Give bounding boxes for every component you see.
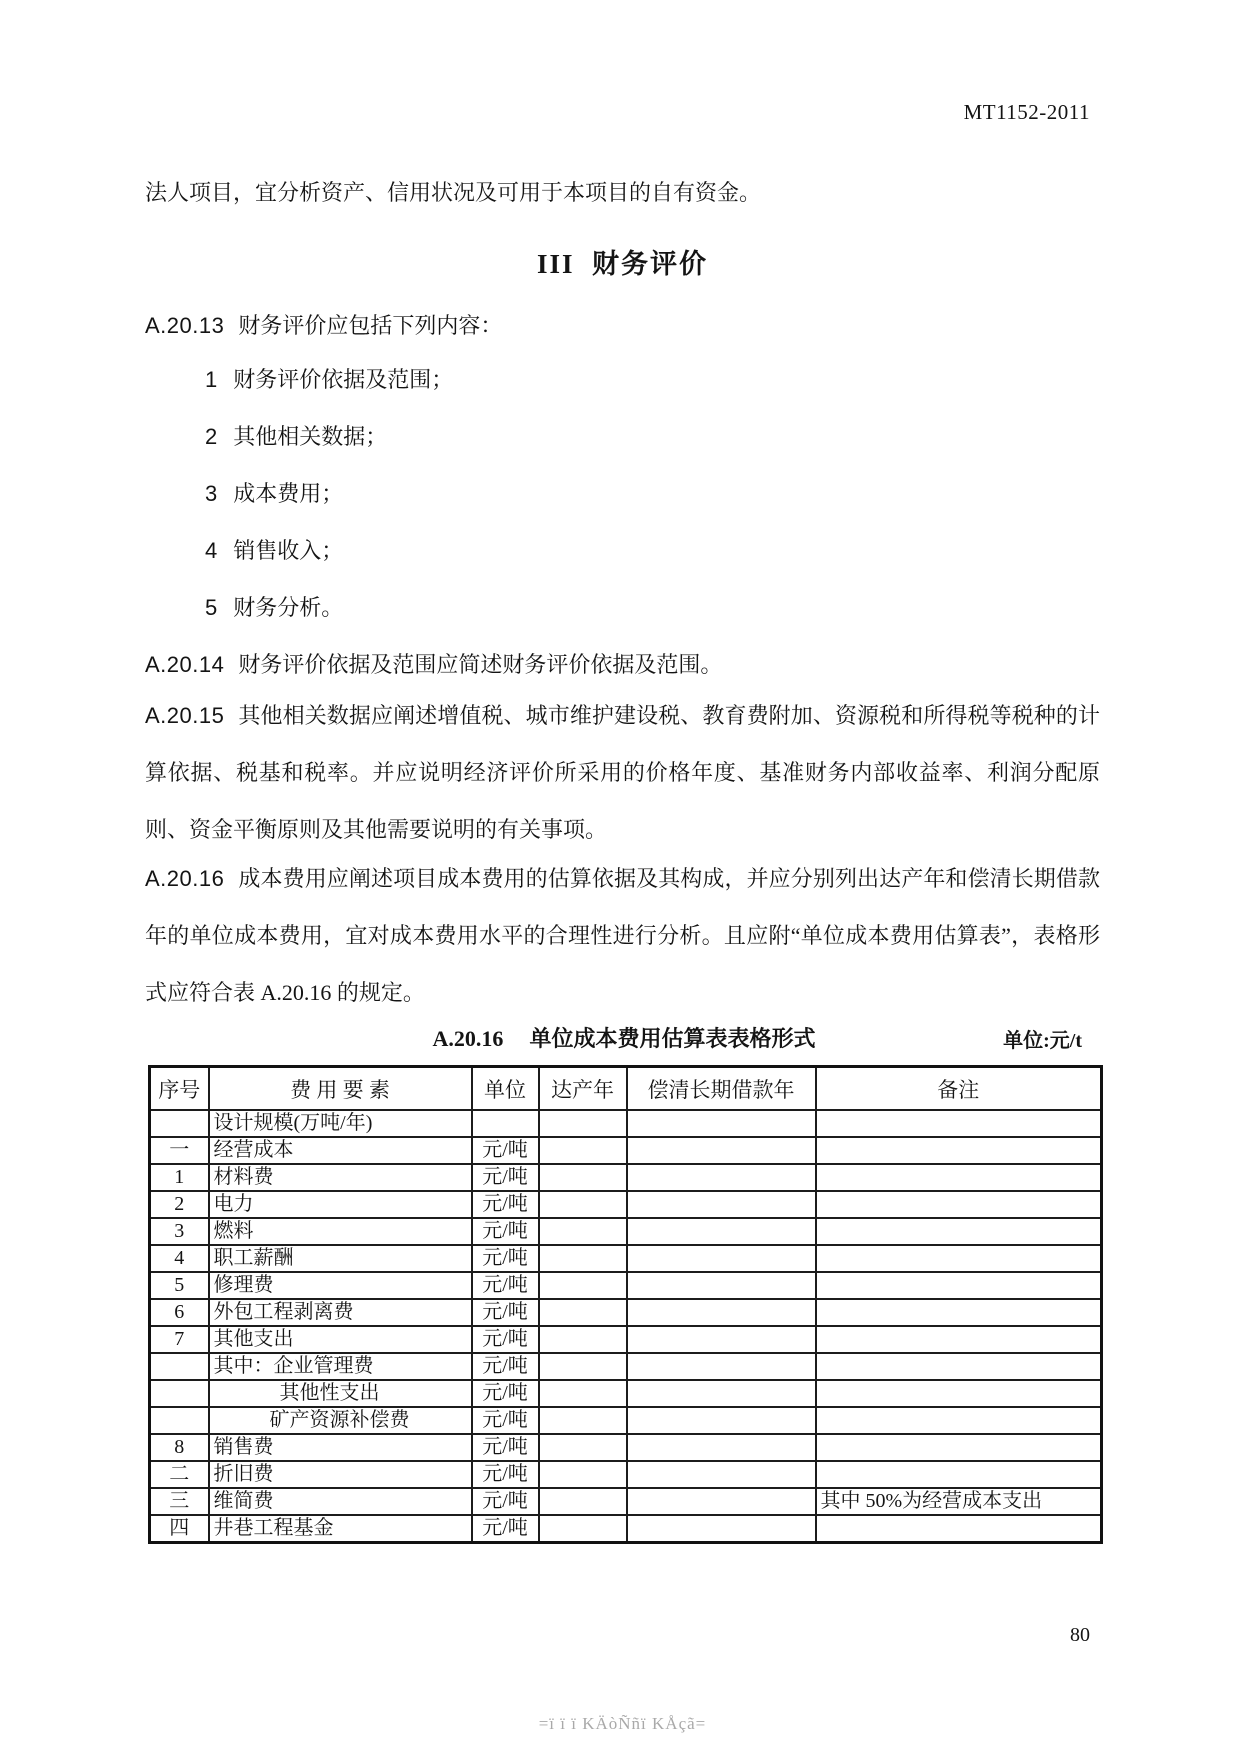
table-row [150, 1191, 1102, 1218]
table-cell-note [816, 1272, 1102, 1299]
table-cell-year-full-production [539, 1191, 627, 1218]
table-row [150, 1164, 1102, 1191]
item-number: 3 [205, 481, 218, 506]
table-cell-unit: 元/吨 [472, 1218, 539, 1245]
table-cell-year-loan-repaid [627, 1272, 816, 1299]
table-cell-year-loan-repaid [627, 1218, 816, 1245]
watermark: =ï ï ï KÄòÑñï KÅçã= [538, 1714, 707, 1733]
table-cell-note [816, 1515, 1102, 1543]
table-cell-item: 折旧费 [209, 1461, 472, 1488]
list-item [205, 408, 1100, 465]
table-row [150, 1461, 1102, 1488]
table-row [150, 1218, 1102, 1245]
table-cell-item: 维简费 [209, 1488, 472, 1515]
table-caption [148, 1024, 1100, 1054]
item-number: 2 [205, 424, 218, 449]
table-cell-item: 矿产资源补偿费 [209, 1407, 472, 1434]
table-cell-year-full-production [539, 1407, 627, 1434]
table-cell-unit: 元/吨 [472, 1272, 539, 1299]
table-cell-item: 设计规模(万吨/年) [209, 1110, 472, 1137]
table-cell-year-loan-repaid [627, 1434, 816, 1461]
column-header: 费 用 要 素 [209, 1067, 472, 1111]
page-number: 80 [1070, 1624, 1090, 1646]
table-cell-unit: 元/吨 [472, 1326, 539, 1353]
table-cell-item: 外包工程剥离费 [209, 1299, 472, 1326]
clause-number: A.20.13 [145, 313, 225, 338]
table-cell-year-full-production [539, 1488, 627, 1515]
column-header: 偿清长期借款年 [627, 1067, 816, 1111]
table-cell-unit: 元/吨 [472, 1299, 539, 1326]
table-cell-no [150, 1353, 209, 1380]
item-number: 4 [205, 538, 218, 563]
table-cell-year-full-production [539, 1461, 627, 1488]
table-cell-year-full-production [539, 1380, 627, 1407]
table-cell-year-full-production [539, 1326, 627, 1353]
table-cell-year-loan-repaid [627, 1461, 816, 1488]
table-row [150, 1326, 1102, 1353]
list-item [205, 465, 1100, 522]
table-cell-year-loan-repaid [627, 1407, 816, 1434]
table-cell-item: 职工薪酬 [209, 1245, 472, 1272]
table-cell-year-full-production [539, 1137, 627, 1164]
table-cell-item: 其他性支出 [209, 1380, 472, 1407]
table-cell-year-loan-repaid [627, 1515, 816, 1543]
table-row [150, 1299, 1102, 1326]
item-number: 1 [205, 367, 218, 392]
cost-table-body [150, 1110, 1102, 1543]
table-cell-unit: 元/吨 [472, 1191, 539, 1218]
table-cell-year-loan-repaid [627, 1110, 816, 1137]
clause-text: 成本费用应阐述项目成本费用的估算依据及其构成，并应分别列出达产年和偿清长期借款年的单位成本费用，宜对成本费用水平的合理性进行分析。且应附“单位成本费用估算表”，表格形式应符合表 A.20.16 的规定。 [145, 866, 1100, 1005]
table-cell-year-loan-repaid [627, 1164, 816, 1191]
clause-a20-15 [145, 687, 1100, 858]
clause-item-list [205, 351, 1100, 636]
table-cell-year-full-production [539, 1353, 627, 1380]
table-cell-no: 3 [150, 1218, 209, 1245]
table-cell-no: 2 [150, 1191, 209, 1218]
table-cell-no: 6 [150, 1299, 209, 1326]
table-cell-no: 4 [150, 1245, 209, 1272]
item-text: 财务分析。 [233, 595, 344, 620]
table-cell-year-loan-repaid [627, 1488, 816, 1515]
table-row [150, 1245, 1102, 1272]
table-cell-unit: 元/吨 [472, 1380, 539, 1407]
table-cell-item: 燃料 [209, 1218, 472, 1245]
cost-table-container [148, 1065, 1103, 1544]
table-row [150, 1380, 1102, 1407]
table-cell-unit: 元/吨 [472, 1488, 539, 1515]
table-cell-note [816, 1164, 1102, 1191]
table-cell-no [150, 1380, 209, 1407]
table-cell-year-full-production [539, 1299, 627, 1326]
unit-label: 单位:元/t [1003, 1030, 1082, 1052]
table-cell-unit: 元/吨 [472, 1461, 539, 1488]
table-cell-unit: 元/吨 [472, 1434, 539, 1461]
cost-table [148, 1065, 1103, 1544]
table-cell-item: 修理费 [209, 1272, 472, 1299]
table-caption-number: A.20.16 [432, 1026, 504, 1051]
table-cell-unit [472, 1110, 539, 1137]
table-cell-no: 二 [150, 1461, 209, 1488]
table-cell-item: 其他支出 [209, 1326, 472, 1353]
table-cell-note [816, 1326, 1102, 1353]
table-row [150, 1353, 1102, 1380]
table-cell-no: 四 [150, 1515, 209, 1543]
table-cell-year-full-production [539, 1434, 627, 1461]
table-cell-no: 7 [150, 1326, 209, 1353]
table-caption-title: 单位成本费用估算表表格形式 [529, 1026, 816, 1051]
table-cell-note: 其中 50%为经营成本支出 [816, 1488, 1102, 1515]
table-cell-item: 经营成本 [209, 1137, 472, 1164]
column-header: 达产年 [539, 1067, 627, 1111]
item-text: 销售收入； [233, 538, 344, 563]
table-cell-unit: 元/吨 [472, 1353, 539, 1380]
table-cell-note [816, 1434, 1102, 1461]
table-cell-item: 电力 [209, 1191, 472, 1218]
table-cell-year-full-production [539, 1515, 627, 1543]
intro-paragraph: 法人项目，宜分析资产、信用状况及可用于本项目的自有资金。 [145, 180, 762, 205]
table-cell-year-full-production [539, 1272, 627, 1299]
table-cell-note [816, 1407, 1102, 1434]
item-text: 财务评价依据及范围； [233, 367, 454, 392]
table-cell-no: 1 [150, 1164, 209, 1191]
table-cell-item: 井巷工程基金 [209, 1515, 472, 1543]
column-header: 序号 [150, 1067, 209, 1111]
table-cell-item: 销售费 [209, 1434, 472, 1461]
column-header: 单位 [472, 1067, 539, 1111]
table-cell-no: 一 [150, 1137, 209, 1164]
header-doc-code: MT1152-2011 [963, 100, 1090, 124]
table-cell-year-full-production [539, 1164, 627, 1191]
table-row [150, 1272, 1102, 1299]
table-cell-year-loan-repaid [627, 1326, 816, 1353]
table-cell-no: 三 [150, 1488, 209, 1515]
item-text: 其他相关数据； [233, 424, 388, 449]
table-cell-note [816, 1218, 1102, 1245]
table-cell-note [816, 1299, 1102, 1326]
table-cell-year-loan-repaid [627, 1299, 816, 1326]
clause-a20-14 [145, 636, 1100, 693]
table-cell-unit: 元/吨 [472, 1137, 539, 1164]
clause-text: 财务评价依据及范围应简述财务评价依据及范围。 [238, 652, 723, 677]
item-number: 5 [205, 595, 218, 620]
table-cell-unit: 元/吨 [472, 1164, 539, 1191]
clause-number: A.20.16 [145, 866, 225, 891]
table-cell-year-loan-repaid [627, 1137, 816, 1164]
table-row [150, 1515, 1102, 1543]
clause-number: A.20.15 [145, 703, 225, 728]
list-item [205, 522, 1100, 579]
table-cell-note [816, 1110, 1102, 1137]
table-row [150, 1110, 1102, 1137]
table-cell-no: 8 [150, 1434, 209, 1461]
item-text: 成本费用； [233, 481, 344, 506]
table-cell-note [816, 1191, 1102, 1218]
table-cell-unit: 元/吨 [472, 1407, 539, 1434]
table-cell-year-loan-repaid [627, 1245, 816, 1272]
table-cell-unit: 元/吨 [472, 1245, 539, 1272]
clause-number: A.20.14 [145, 652, 225, 677]
table-cell-note [816, 1380, 1102, 1407]
table-cell-note [816, 1461, 1102, 1488]
clause-a20-13 [145, 297, 1100, 354]
list-item [205, 351, 1100, 408]
table-cell-year-full-production [539, 1218, 627, 1245]
table-cell-no [150, 1407, 209, 1434]
table-cell-note [816, 1137, 1102, 1164]
table-cell-item: 材料费 [209, 1164, 472, 1191]
clause-a20-16 [145, 850, 1100, 1021]
table-cell-note [816, 1353, 1102, 1380]
table-cell-year-full-production [539, 1110, 627, 1137]
list-item [205, 579, 1100, 636]
cost-table-header-row [150, 1067, 1102, 1111]
table-cell-year-loan-repaid [627, 1191, 816, 1218]
table-cell-year-loan-repaid [627, 1380, 816, 1407]
table-cell-no: 5 [150, 1272, 209, 1299]
table-cell-year-full-production [539, 1245, 627, 1272]
table-row [150, 1407, 1102, 1434]
table-row [150, 1137, 1102, 1164]
table-row [150, 1434, 1102, 1461]
table-cell-year-loan-repaid [627, 1353, 816, 1380]
section-heading: III 财务评价 [536, 249, 709, 279]
table-cell-note [816, 1245, 1102, 1272]
column-header: 备注 [816, 1067, 1102, 1111]
table-row [150, 1488, 1102, 1515]
table-cell-unit: 元/吨 [472, 1515, 539, 1543]
clause-text: 财务评价应包括下列内容： [238, 313, 503, 338]
clause-text: 其他相关数据应阐述增值税、城市维护建设税、教育费附加、资源税和所得税等税种的计算依据、税基和税率。并应说明经济评价所采用的价格年度、基准财务内部收益率、利润分配原则、资金平衡原则及其他需要说明的有关事项。 [145, 703, 1100, 842]
table-cell-no [150, 1110, 209, 1137]
table-cell-item: 其中：企业管理费 [209, 1353, 472, 1380]
